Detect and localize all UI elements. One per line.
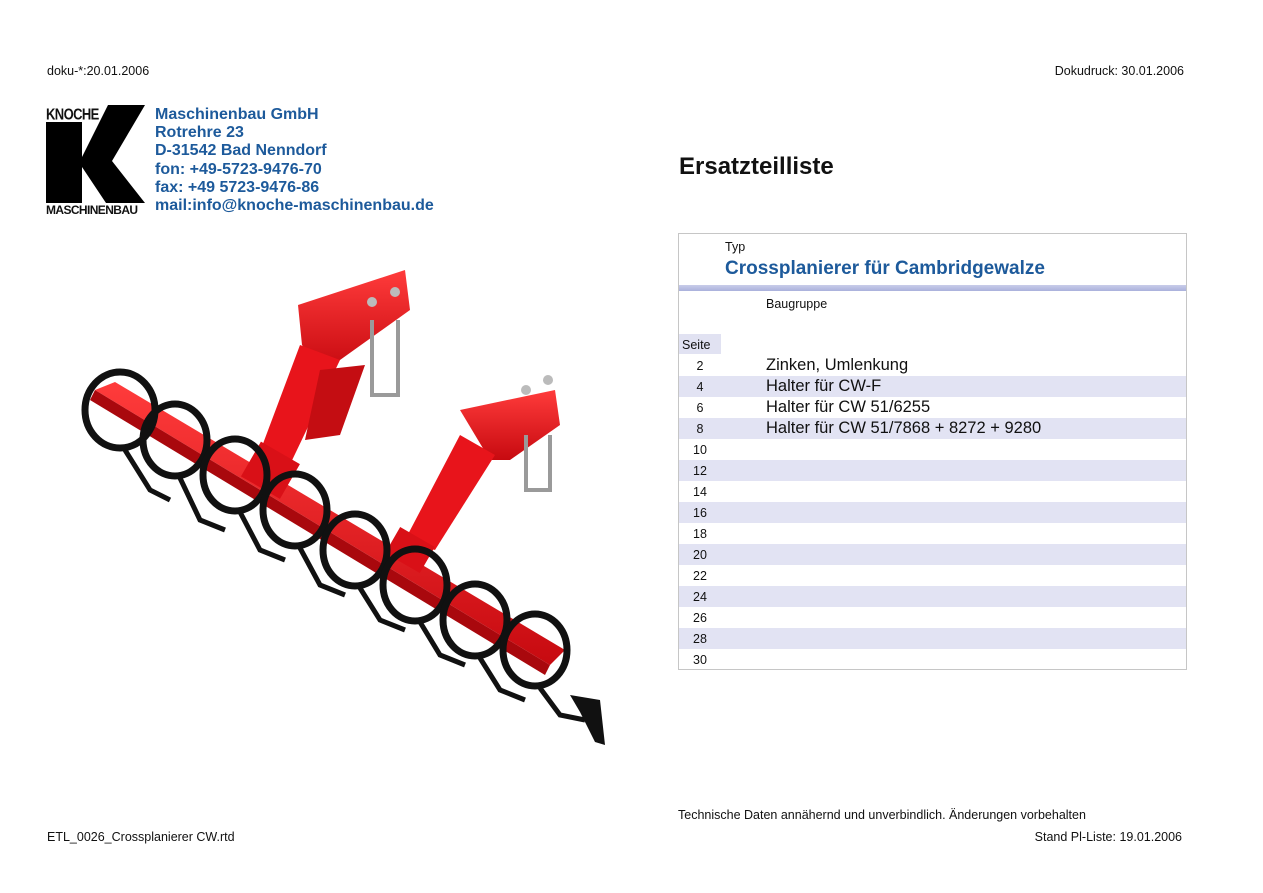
table-row bbox=[679, 544, 1186, 565]
page-number: 16 bbox=[693, 506, 707, 520]
typ-divider bbox=[679, 285, 1186, 291]
document-title: Ersatzteilliste bbox=[679, 153, 834, 180]
page-number: 6 bbox=[696, 401, 704, 415]
table-row bbox=[679, 481, 1186, 502]
table-row bbox=[679, 607, 1186, 628]
page-number: 14 bbox=[693, 485, 707, 499]
page-number: 30 bbox=[693, 653, 707, 667]
logo-bottom-text: MASCHINENBAU bbox=[46, 203, 138, 217]
table-row bbox=[679, 649, 1186, 670]
page-number: 26 bbox=[693, 611, 707, 625]
company-logo bbox=[46, 105, 146, 217]
logo-top-text: KNOCHE bbox=[46, 105, 99, 123]
page-number: 18 bbox=[693, 527, 707, 541]
assembly-description: Halter für CW-F bbox=[766, 377, 882, 395]
table-row bbox=[679, 502, 1186, 523]
page-number: 8 bbox=[696, 422, 704, 436]
company-phone: fon: +49-5723-9476-70 bbox=[155, 160, 322, 178]
typ-label: Typ bbox=[725, 240, 746, 254]
assembly-description: Halter für CW 51/6255 bbox=[766, 398, 931, 416]
print-date: Dokudruck: 30.01.2006 bbox=[1054, 64, 1184, 78]
doku-date: doku-*:20.01.2006 bbox=[47, 64, 150, 78]
file-name: ETL_0026_Crossplanierer CW.rtd bbox=[47, 830, 235, 844]
table-row bbox=[679, 439, 1186, 460]
assembly-description: Halter für CW 51/7868 + 8272 + 9280 bbox=[766, 419, 1042, 437]
page-number: 20 bbox=[693, 548, 707, 562]
table-row bbox=[679, 565, 1186, 586]
company-address bbox=[155, 106, 434, 215]
table-row bbox=[679, 397, 1186, 418]
baugruppe-label: Baugruppe bbox=[766, 297, 828, 311]
page-number: 24 bbox=[693, 590, 707, 604]
disclaimer: Technische Daten annähernd und unverbindlich. Änderungen vorbehalten bbox=[678, 808, 1086, 822]
typ-value: Crossplanierer für Cambridgewalze bbox=[725, 258, 1045, 279]
parts-rows bbox=[679, 355, 1186, 670]
table-row bbox=[679, 376, 1186, 397]
seite-column-header: Seite bbox=[679, 334, 721, 354]
page-number: 4 bbox=[696, 380, 704, 394]
crossplanierer-drawing-icon bbox=[40, 250, 640, 775]
assembly-description: Zinken, Umlenkung bbox=[766, 356, 909, 374]
table-row bbox=[679, 586, 1186, 607]
stand-date: Stand Pl-Liste: 19.01.2006 bbox=[1034, 830, 1182, 844]
company-city: D-31542 Bad Nenndorf bbox=[155, 142, 327, 160]
page-number: 12 bbox=[693, 464, 707, 478]
table-row bbox=[679, 418, 1186, 439]
company-fax: fax: +49 5723-9476-86 bbox=[155, 178, 320, 196]
company-email[interactable]: mail:info@knoche-maschinenbau.de bbox=[155, 197, 434, 215]
machine-illustration bbox=[40, 250, 640, 775]
page-number: 2 bbox=[696, 359, 704, 373]
table-row bbox=[679, 460, 1186, 481]
table-row bbox=[679, 523, 1186, 544]
page-number: 28 bbox=[693, 632, 707, 646]
page-number: 10 bbox=[693, 443, 707, 457]
parts-list-table bbox=[678, 233, 1187, 670]
table-row bbox=[679, 355, 1186, 376]
company-street: Rotrehre 23 bbox=[155, 124, 244, 142]
company-name: Maschinenbau GmbH bbox=[155, 106, 319, 123]
table-row bbox=[679, 628, 1186, 649]
page-number: 22 bbox=[693, 569, 707, 583]
